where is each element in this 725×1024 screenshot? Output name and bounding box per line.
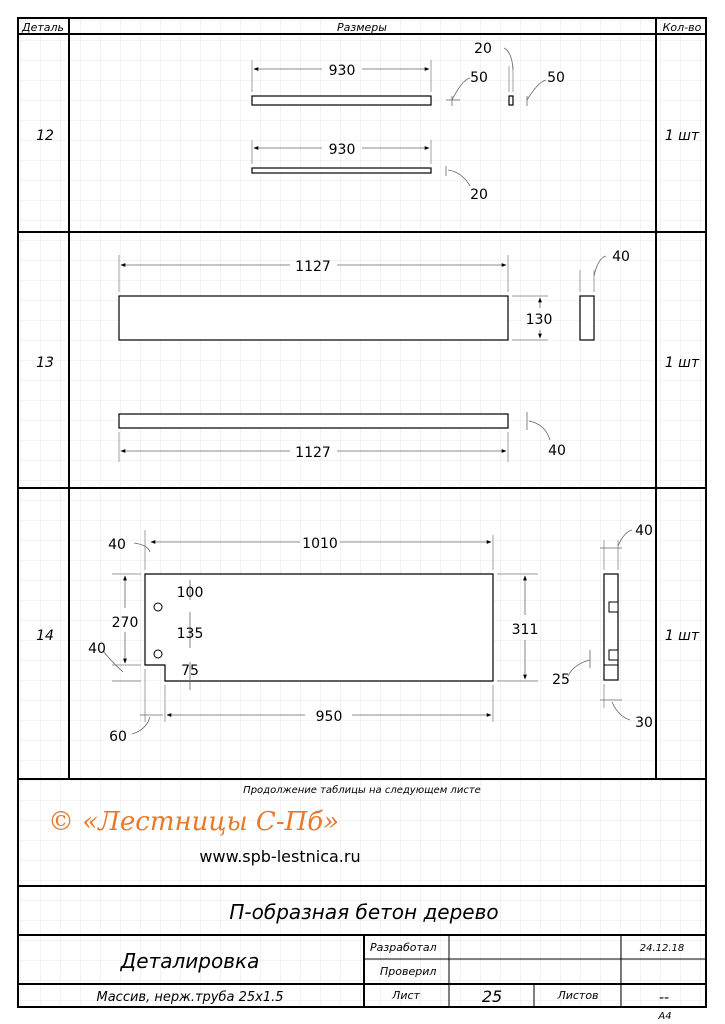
- dim-label: 311: [511, 622, 539, 638]
- quantity: 1 шт: [664, 628, 700, 644]
- dim-label: 1127: [295, 445, 331, 461]
- quantity: 1 шт: [664, 355, 700, 371]
- dim-label: 60: [109, 729, 127, 745]
- material: Массив, нерж.труба 25х1.5: [96, 990, 284, 1005]
- dim-label: 950: [315, 709, 343, 725]
- dim-label: 40: [612, 249, 630, 265]
- side-slot-top: [609, 602, 618, 612]
- format-label: A4: [658, 1011, 672, 1022]
- part-number: 13: [36, 355, 54, 371]
- bar-end-profile: [509, 96, 513, 105]
- drawing-title: П-образная бетон дерево: [229, 900, 499, 924]
- sheet-value: 25: [481, 987, 503, 1006]
- dim-label: 50: [470, 70, 488, 86]
- header-qty: Кол-во: [662, 21, 702, 34]
- dim-label: 930: [328, 63, 356, 79]
- quantity: 1 шт: [664, 128, 700, 144]
- dim-label: 25: [552, 672, 570, 688]
- continuation-note: Продолжение таблицы на следующем листе: [243, 785, 481, 796]
- dim-label: 40: [548, 443, 566, 459]
- board-bottom: [119, 414, 508, 428]
- doc-name: Деталировка: [120, 949, 260, 973]
- sheet-label: Лист: [392, 989, 420, 1002]
- dim-label: 270: [111, 615, 139, 631]
- dim-label: 100: [176, 585, 204, 601]
- dim-label: 30: [635, 715, 653, 731]
- board-top: [119, 296, 508, 340]
- dim-label: 75: [181, 663, 199, 679]
- bar-top: [252, 96, 431, 105]
- sheets-value: --: [658, 990, 670, 1006]
- dim-label: 40: [108, 537, 126, 553]
- dim-label: 50: [547, 70, 565, 86]
- dim-label: 135: [176, 626, 204, 642]
- grid-background: [18, 18, 706, 1007]
- header-dims: Размеры: [337, 21, 387, 34]
- dim-label: 1010: [302, 536, 338, 552]
- brand-name: © «Лестницы С-Пб»: [48, 807, 340, 837]
- hole-bottom: [154, 650, 162, 658]
- part-number: 14: [36, 628, 54, 644]
- dim-label: 40: [88, 641, 106, 657]
- part-number: 12: [36, 128, 54, 144]
- date: 24.12.18: [639, 943, 685, 954]
- stringer-side-profile: [604, 574, 618, 680]
- dim-label: 20: [474, 41, 492, 57]
- hole-top: [154, 603, 162, 611]
- dim-label: 930: [328, 142, 356, 158]
- developed-label: Разработал: [370, 941, 437, 954]
- dim-label: 130: [525, 312, 553, 328]
- header-part: Деталь: [22, 21, 65, 34]
- sheets-label: Листов: [557, 989, 599, 1002]
- dim-label: 20: [470, 187, 488, 203]
- checked-label: Проверил: [380, 965, 437, 978]
- side-slot-bottom: [609, 650, 618, 660]
- board-end-profile: [580, 296, 594, 340]
- dim-label: 1127: [295, 259, 331, 275]
- brand-url[interactable]: www.spb-lestnica.ru: [199, 847, 361, 866]
- bar-bottom: [252, 168, 431, 173]
- dim-label: 40: [635, 523, 653, 539]
